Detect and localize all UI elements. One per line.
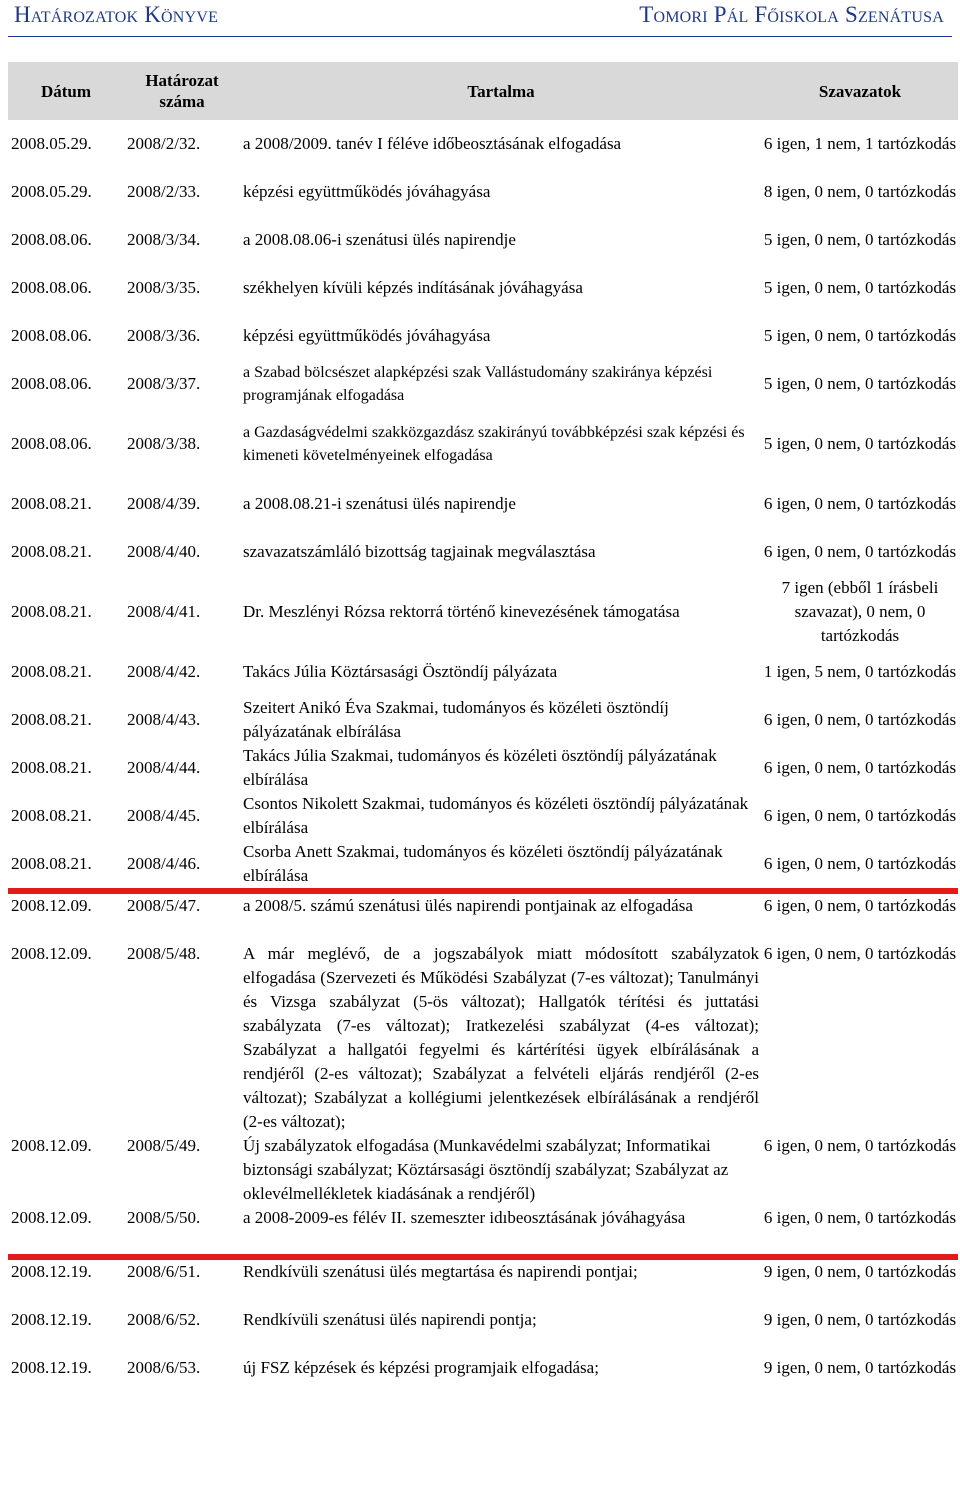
row-number: 2008/4/45. xyxy=(127,806,201,825)
table-row xyxy=(8,120,958,168)
row-content: A már meglévő, de a jogszabályok miatt módosított szabályzatok elfogadása (Szervezeti és Működési Szabályzat (7-es változat); Tanulmányi és Vizsga szabályzat (5-ös változat); Hallgatók térítési és juttatási szabályzata (7-es változat); Iratkezelési szabályzat (4-es változat); Szabályzat a hallgatói fegyelmi és kártérítési ügyek elbírálásának a rendjéről (2-es változat); Szabályzat a felvételi eljárás rendjéről (2-es változat); Szabályzat a kollégiumi jelentkezések elbírálásának a rendjéről (2-es változat); xyxy=(243,944,759,1131)
row-date: 2008.12.19. xyxy=(11,1262,92,1281)
row-date: 2008.12.09. xyxy=(11,944,92,963)
row-number: 2008/4/42. xyxy=(127,662,201,681)
row-content: a 2008/2009. tanév I féléve időbeosztásának elfogadása xyxy=(243,134,622,153)
table-row xyxy=(8,264,958,312)
row-votes: 6 igen, 0 nem, 0 tartózkodás xyxy=(763,494,957,513)
row-date: 2008.05.29. xyxy=(11,134,92,153)
row-number: 2008/3/37. xyxy=(127,374,201,393)
table-row xyxy=(8,792,958,840)
row-date: 2008.08.06. xyxy=(11,230,92,249)
row-date: 2008.12.19. xyxy=(11,1358,92,1377)
row-content: Csontos Nikolett Szakmai, tudományos és közéleti ösztöndíj pályázatának elbírálása xyxy=(243,794,749,837)
table-row xyxy=(8,1308,958,1356)
row-date: 2008.12.09. xyxy=(11,896,92,915)
row-number: 2008/5/50. xyxy=(124,1206,240,1257)
row-number: 2008/3/38. xyxy=(127,434,201,453)
row-content: a 2008.08.06-i szenátusi ülés napirendje xyxy=(243,230,516,249)
header-rule xyxy=(8,36,952,37)
column-header-date: Dátum xyxy=(8,62,124,120)
table-header-row xyxy=(8,62,958,120)
row-number: 2008/2/32. xyxy=(127,134,201,153)
row-votes: 1 igen, 5 nem, 0 tartózkodás xyxy=(763,662,957,681)
column-header-content: Tartalma xyxy=(240,62,762,120)
institution-name: Tomori Pál Főiskola Szenátusa xyxy=(639,2,944,27)
row-date: 2008.05.29. xyxy=(11,182,92,201)
table-row xyxy=(8,648,958,696)
row-number: 2008/4/39. xyxy=(127,494,201,513)
row-date: 2008.08.21. xyxy=(11,758,92,777)
table-row xyxy=(8,891,958,942)
row-content: Dr. Meszlényi Rózsa rektorrá történő kinevezésének támogatása xyxy=(243,602,680,621)
row-number: 2008/2/33. xyxy=(127,182,201,201)
row-votes: 6 igen, 0 nem, 0 tartózkodás xyxy=(763,710,957,729)
row-number: 2008/6/51. xyxy=(127,1262,201,1281)
row-votes: 6 igen, 0 nem, 0 tartózkodás xyxy=(763,1136,957,1155)
table-row xyxy=(8,744,958,792)
row-votes: 6 igen, 0 nem, 0 tartózkodás xyxy=(762,1206,958,1257)
row-number: 2008/4/41. xyxy=(127,602,201,621)
row-date: 2008.08.21. xyxy=(11,662,92,681)
row-number: 2008/4/44. xyxy=(127,758,201,777)
row-number: 2008/3/35. xyxy=(127,278,201,297)
table-row xyxy=(8,1206,958,1257)
table-row xyxy=(8,1356,958,1404)
row-date: 2008.08.06. xyxy=(11,374,92,393)
row-content: a 2008/5. számú szenátusi ülés napirendi pontjainak az elfogadása xyxy=(243,896,693,915)
row-number: 2008/3/36. xyxy=(127,326,201,345)
row-content: képzési együttműködés jóváhagyása xyxy=(243,182,491,201)
row-votes: 9 igen, 0 nem, 0 tartózkodás xyxy=(763,1358,957,1377)
row-votes: 5 igen, 0 nem, 0 tartózkodás xyxy=(763,278,957,297)
table-row xyxy=(8,1134,958,1206)
row-number: 2008/4/46. xyxy=(124,840,240,891)
row-number: 2008/5/49. xyxy=(127,1136,201,1155)
row-number: 2008/4/40. xyxy=(127,542,201,561)
resolutions-table xyxy=(8,62,958,1404)
table-row xyxy=(8,168,958,216)
table-row xyxy=(8,408,958,480)
row-content: Új szabályzatok elfogadása (Munkavédelmi szabályzat; Informatikai biztonsági szabályzat; Köztársasági ösztöndíj szabályzat; Szabályzat az oklevélmellékletek kiadásának a rendjéről) xyxy=(243,1136,729,1203)
table-row xyxy=(8,942,958,1134)
row-content: a Gazdaságvédelmi szakközgazdász szakirányú továbbképzési szak képzési és kimeneti követelményeinek elfogadása xyxy=(243,424,745,464)
row-date: 2008.12.09. xyxy=(11,1136,92,1155)
row-number: 2008/6/53. xyxy=(127,1358,201,1377)
document-title: Határozatok Könyve xyxy=(14,2,219,27)
row-votes: 5 igen, 0 nem, 0 tartózkodás xyxy=(763,230,957,249)
row-content: szavazatszámláló bizottság tagjainak megválasztása xyxy=(243,542,596,561)
column-header-number: Határozat száma xyxy=(124,62,240,120)
row-date: 2008.08.21. xyxy=(11,494,92,513)
row-date: 2008.08.06. xyxy=(11,434,92,453)
column-header-votes: Szavazatok xyxy=(762,62,958,120)
row-content: Rendkívüli szenátusi ülés napirendi pontja; xyxy=(243,1310,537,1329)
row-content: Takács Júlia Köztársasági Ösztöndíj pályázata xyxy=(243,662,558,681)
row-votes: 9 igen, 0 nem, 0 tartózkodás xyxy=(763,1310,957,1329)
table-row xyxy=(8,1257,958,1308)
row-number: 2008/6/52. xyxy=(127,1310,201,1329)
row-votes: 6 igen, 0 nem, 0 tartózkodás xyxy=(763,542,957,561)
row-content: képzési együttműködés jóváhagyása xyxy=(243,326,491,345)
row-content: székhelyen kívüli képzés indításának jóváhagyása xyxy=(243,278,583,297)
row-number: 2008/5/47. xyxy=(127,896,201,915)
table-row xyxy=(8,360,958,408)
row-votes: 9 igen, 0 nem, 0 tartózkodás xyxy=(763,1262,957,1281)
row-date: 2008.08.21. xyxy=(8,840,124,891)
page-header xyxy=(0,0,960,38)
row-content: Rendkívüli szenátusi ülés megtartása és napirendi pontjai; xyxy=(243,1262,638,1281)
row-votes: 5 igen, 0 nem, 0 tartózkodás xyxy=(763,374,957,393)
row-date: 2008.12.19. xyxy=(11,1310,92,1329)
row-number: 2008/4/43. xyxy=(127,710,201,729)
row-content: Takács Júlia Szakmai, tudományos és közéleti ösztöndíj pályázatának elbírálása xyxy=(243,746,717,789)
row-votes: 5 igen, 0 nem, 0 tartózkodás xyxy=(763,434,957,453)
row-date: 2008.08.21. xyxy=(11,542,92,561)
table-row xyxy=(8,840,958,891)
row-date: 2008.08.21. xyxy=(11,806,92,825)
row-votes: 6 igen, 0 nem, 0 tartózkodás xyxy=(763,806,957,825)
row-content: új FSZ képzések és képzési programjaik elfogadása; xyxy=(243,1358,599,1377)
row-votes: 7 igen (ebből 1 írásbeli szavazat), 0 nem, 0 tartózkodás xyxy=(781,578,939,645)
row-content: a 2008.08.21-i szenátusi ülés napirendje xyxy=(243,494,516,513)
row-content: Szeitert Anikó Éva Szakmai, tudományos és közéleti ösztöndíj pályázatának elbírálása xyxy=(243,698,669,741)
table-row xyxy=(8,696,958,744)
table-row xyxy=(8,480,958,528)
row-date: 2008.12.09. xyxy=(8,1206,124,1257)
row-content: a Szabad bölcsészet alapképzési szak Vallástudomány szakiránya képzési programjának elfogadása xyxy=(243,364,713,404)
row-votes: 8 igen, 0 nem, 0 tartózkodás xyxy=(763,182,957,201)
row-votes: 5 igen, 0 nem, 0 tartózkodás xyxy=(763,326,957,345)
row-number: 2008/3/34. xyxy=(127,230,201,249)
row-date: 2008.08.21. xyxy=(11,602,92,621)
row-content: a 2008-2009-es félév II. szemeszter idıbeosztásának jóváhagyása xyxy=(240,1206,762,1257)
table-row xyxy=(8,576,958,648)
row-number: 2008/5/48. xyxy=(127,944,201,963)
row-date: 2008.08.06. xyxy=(11,278,92,297)
row-date: 2008.08.21. xyxy=(11,710,92,729)
table-row xyxy=(8,216,958,264)
row-votes: 6 igen, 1 nem, 1 tartózkodás xyxy=(763,134,957,153)
table-row xyxy=(8,528,958,576)
row-votes: 6 igen, 0 nem, 0 tartózkodás xyxy=(763,944,957,963)
table-row xyxy=(8,312,958,360)
row-votes: 6 igen, 0 nem, 0 tartózkodás xyxy=(763,896,957,915)
row-votes: 6 igen, 0 nem, 0 tartózkodás xyxy=(763,758,957,777)
row-date: 2008.08.06. xyxy=(11,326,92,345)
row-votes: 6 igen, 0 nem, 0 tartózkodás xyxy=(762,840,958,891)
row-content: Csorba Anett Szakmai, tudományos és közéleti ösztöndíj pályázatának elbírálása xyxy=(240,840,762,891)
